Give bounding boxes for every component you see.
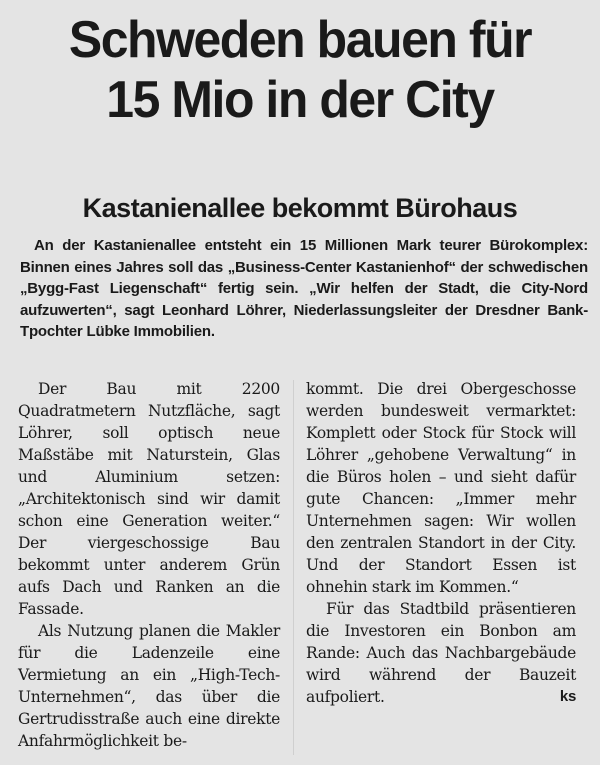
body-paragraph — [306, 598, 576, 708]
headline-line-1: Schweden bauen für — [68, 11, 532, 69]
body-paragraph: Der Bau mit 2200 Quadratmetern Nutzfläche, sagt Löhrer, soll optisch neue Maßstäbe mit Naturstein, Glas und Aluminium setzen: „Architektonisch sind wir damit schon eine Generation weiter.“ Der viergeschossige Bau bekommt unter anderem Grün aufs Dach und Ranken an die Fassade. — [18, 380, 280, 618]
body-column-right — [306, 378, 576, 708]
headline-line-2: 15 Mio in der City — [106, 71, 494, 129]
body-paragraph: Als Nutzung planen die Makler für die Ladenzeile eine Vermietung an ein „High-Tech-Unternehmen“, das über die Gertrudisstraße auch eine direkte Anfahrmöglichkeit be- — [18, 622, 280, 750]
column-divider — [293, 380, 294, 755]
lead-text: An der Kastanienallee entsteht ein 15 Millionen Mark teurer Bürokomplex: Binnen eines Jahres soll das „Business-Center Kastanienhof“ der schwedischen „Bygg-Fast Liegenschaft“ fertig sein. „Wir helfen der Stadt, die City-Nord aufzuwerten“, sagt Leonhard Löhrer, Niederlassungsleiter der Dresdner Bank-Tpochter Lübke Immobilien. — [20, 237, 588, 340]
body-paragraph-text: Für das Stadtbild präsentieren die Investoren ein Bonbon am Rande: Auch das Nachbargebäude wird während der Bauzeit aufpoliert. — [306, 600, 576, 706]
body-paragraph: kommt. Die drei Obergeschosse werden bundesweit vermarktet: Komplett oder Stock für Stock will Löhrer „gehobene Verwaltung“ in die Büros holen – und sieht dafür gute Chancen: „Immer mehr Unternehmen sagen: Wir wollen den zentralen Standort in der City. Und der Standort Essen ist ohnehin stark im Kommen.“ — [306, 380, 576, 596]
article-headline — [12, 12, 588, 128]
article-lead — [20, 235, 588, 343]
author-initials: ks — [559, 688, 576, 705]
article-subheadline: Kastanienallee bekommt Bürohaus — [82, 193, 518, 223]
body-column-left — [18, 378, 280, 752]
